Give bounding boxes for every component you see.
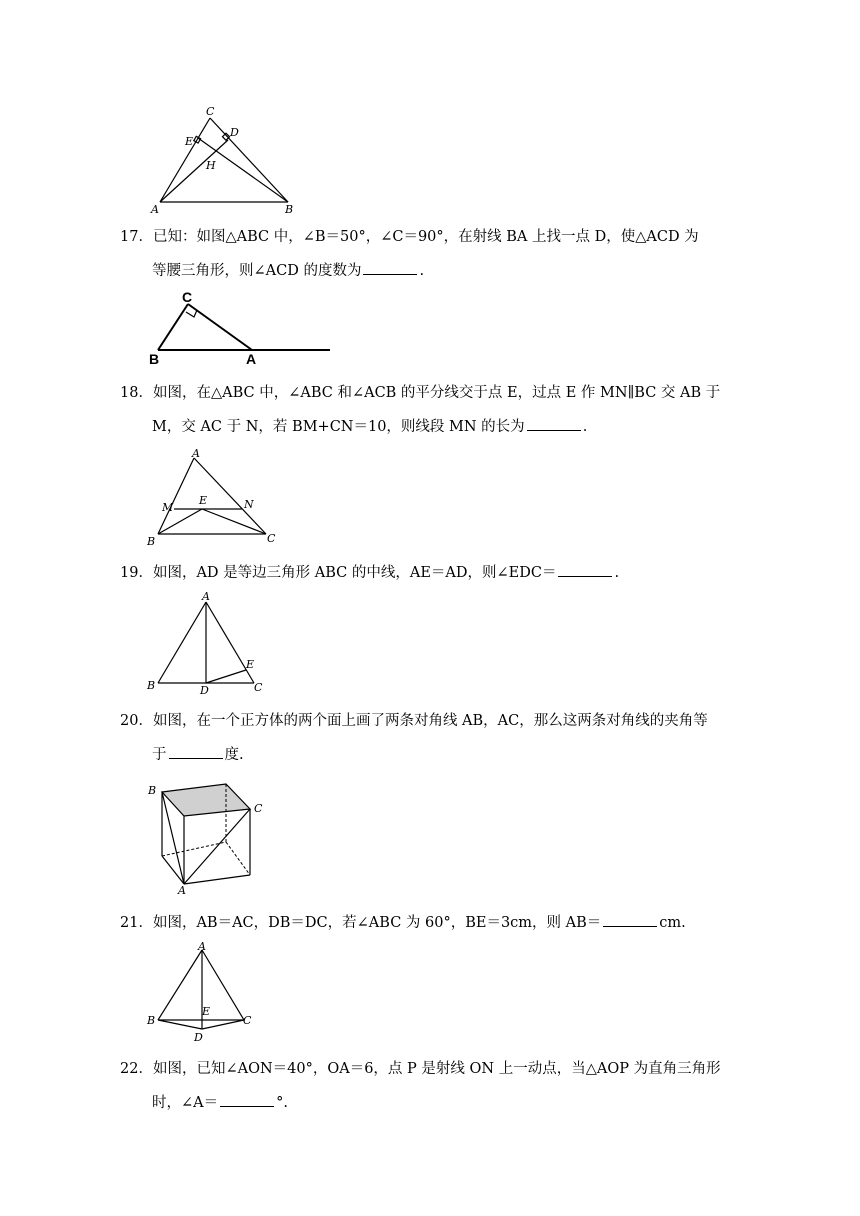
label-D: D xyxy=(194,1031,203,1044)
figure-16-triangle-altitudes xyxy=(148,104,308,216)
question-17 xyxy=(120,220,760,288)
label-E: E xyxy=(246,658,255,671)
label-A: A xyxy=(198,940,206,953)
label-C: C xyxy=(182,289,193,305)
question-20 xyxy=(120,704,760,772)
label-A: A xyxy=(178,884,186,897)
figure-21-triangle-with-point-D xyxy=(144,940,264,1044)
label-B: B xyxy=(149,351,160,367)
label-B: B xyxy=(148,784,157,797)
figure-19-equilateral-triangle xyxy=(144,588,284,698)
question-text: 如图，AD 是等边三角形 ABC 的中线，AE＝AD，则∠EDC＝ xyxy=(152,565,557,581)
label-A: A xyxy=(202,590,210,603)
label-A: A xyxy=(192,447,200,460)
label-B: B xyxy=(147,679,156,692)
question-text: 如图，AB＝AC，DB＝DC，若∠ABC 为 60°，BE＝3cm，则 AB＝ xyxy=(152,915,602,931)
question-number: 22． xyxy=(120,1061,153,1077)
label-C: C xyxy=(254,802,263,815)
question-19 xyxy=(120,556,760,590)
label-A: A xyxy=(151,203,159,216)
answer-blank[interactable] xyxy=(558,564,612,577)
question-text: 时，∠A＝ xyxy=(152,1095,219,1111)
answer-blank[interactable] xyxy=(220,1094,274,1107)
figure-18-triangle-bisectors xyxy=(144,448,284,548)
label-E: E xyxy=(199,494,208,507)
label-C: C xyxy=(243,1014,252,1027)
label-B: B xyxy=(147,535,156,548)
figure-17-right-triangle-ray xyxy=(146,290,336,370)
label-C: C xyxy=(267,532,276,545)
label-M: M xyxy=(162,501,174,514)
label-E: E xyxy=(202,1005,211,1018)
question-text: 度. xyxy=(224,747,244,763)
question-text: 如图，在△ABC 中，∠ABC 和∠ACB 的平分线交于点 E，过点 E 作 MN∥BC 交 AB 于 xyxy=(152,385,721,401)
question-text: 如图，已知∠AON＝40°，OA＝6，点 P 是射线 ON 上一动点，当△AOP 为直角三角形 xyxy=(152,1061,721,1077)
label-B: B xyxy=(147,1014,156,1027)
question-text: . xyxy=(582,419,588,435)
label-C: C xyxy=(254,681,263,694)
label-D: D xyxy=(230,126,239,139)
question-number: 20． xyxy=(120,713,153,729)
question-text: . xyxy=(614,565,620,581)
question-22 xyxy=(120,1052,760,1120)
question-number: 19． xyxy=(120,565,153,581)
answer-blank[interactable] xyxy=(169,746,223,759)
question-18 xyxy=(120,376,760,444)
question-text: cm. xyxy=(659,915,686,931)
answer-blank[interactable] xyxy=(603,914,657,927)
question-text: . xyxy=(419,263,425,279)
question-text: °. xyxy=(276,1095,288,1111)
label-N: N xyxy=(244,498,254,511)
label-H: H xyxy=(206,159,216,172)
question-number: 18． xyxy=(120,385,153,401)
answer-blank[interactable] xyxy=(363,262,417,275)
label-C: C xyxy=(206,105,215,118)
label-A: A xyxy=(246,351,257,367)
question-number: 21． xyxy=(120,915,153,931)
figure-20-cube-diagonals xyxy=(144,776,274,898)
label-D: D xyxy=(200,684,209,697)
question-number: 17． xyxy=(120,229,153,245)
answer-blank[interactable] xyxy=(527,418,581,431)
question-text: 于 xyxy=(152,747,167,763)
question-text: 如图，在一个正方体的两个面上画了两条对角线 AB，AC，那么这两条对角线的夹角等 xyxy=(152,713,708,729)
label-B: B xyxy=(285,203,294,216)
label-E: E xyxy=(185,135,194,148)
question-text: 等腰三角形，则∠ACD 的度数为 xyxy=(152,263,362,279)
question-21 xyxy=(120,906,760,940)
question-text: M，交 AC 于 N，若 BM+CN＝10，则线段 MN 的长为 xyxy=(152,419,525,435)
question-text: 已知：如图△ABC 中，∠B＝50°，∠C＝90°，在射线 BA 上找一点 D，使△ACD 为 xyxy=(152,229,699,245)
